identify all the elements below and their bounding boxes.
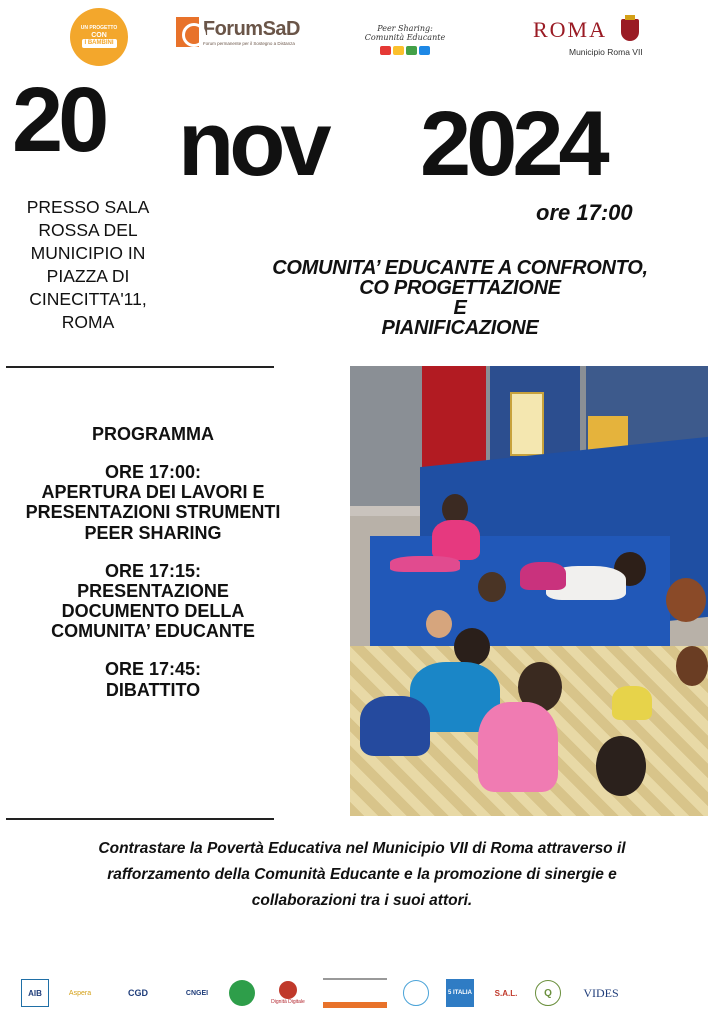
con-i-bambini-logo bbox=[70, 8, 128, 66]
event-time: ore 17:00 bbox=[536, 200, 633, 225]
sal-logo: S.A.L. bbox=[494, 988, 518, 998]
vides-logo: VIDES bbox=[583, 985, 619, 1000]
italia-logo: 5 ITALIA bbox=[440, 979, 480, 1007]
tagline-line2: rafforzamento della Comunità Educante e la promozione di sinergie e bbox=[107, 866, 617, 884]
divider bbox=[6, 818, 274, 820]
tagline-line1: Contrastare la Povertà Educativa nel Municipio VII di Roma attraverso il bbox=[98, 840, 626, 857]
slot-time: ORE 17:00: bbox=[104, 462, 202, 483]
q-logo: Q bbox=[532, 980, 564, 1006]
mission-statement bbox=[20, 836, 704, 914]
tagline-line3: collaborazioni tra i suoi attori. bbox=[251, 892, 473, 910]
programme-title: PROGRAMMA bbox=[92, 424, 214, 444]
partner-logos bbox=[18, 968, 724, 1018]
forumsad-logo bbox=[176, 14, 300, 50]
roma-crest-icon bbox=[621, 19, 639, 41]
slot-text: APERTURA DEI LAVORI E PRESENTAZIONI STRUMENTI PEER SHARING bbox=[25, 482, 281, 543]
peer-sharing-title: Peer Sharing: Comunità Educante bbox=[364, 24, 446, 42]
roma-logo bbox=[533, 12, 648, 62]
peer-sharing-logo bbox=[360, 14, 450, 66]
piccoli-logo bbox=[226, 980, 258, 1006]
headline-line4: PIANIFICAZIONE bbox=[381, 317, 539, 339]
cgd-logo: CGD bbox=[128, 988, 148, 998]
lego-bricks-icon bbox=[380, 46, 430, 55]
cngei-logo: CNGEI bbox=[185, 989, 209, 997]
aspera-logo: Aspera bbox=[68, 989, 92, 997]
headline-line2: CO PROGETTAZIONE bbox=[359, 277, 561, 299]
event-headline bbox=[200, 258, 720, 338]
headline-line3: E bbox=[453, 297, 467, 319]
children-activity-photo bbox=[350, 366, 708, 816]
programme-slot bbox=[22, 561, 284, 642]
programme-slot bbox=[22, 659, 284, 699]
con-i-bambini-line2: CON bbox=[91, 31, 107, 39]
headline-line1: COMUNITA’ EDUCANTE A CONFRONTO, bbox=[272, 257, 648, 279]
slot-time: ORE 17:15: bbox=[104, 560, 202, 581]
event-venue: PRESSO SALA ROSSA DEL MUNICIPIO IN PIAZZA DI CINECITTA'11, ROMA bbox=[26, 197, 150, 333]
roma-municipio: Municipio Roma VII bbox=[569, 47, 643, 57]
divider bbox=[6, 366, 274, 368]
dignita-digitale-logo bbox=[264, 981, 312, 1005]
forumsad-name: ForumSaD bbox=[202, 18, 300, 40]
event-day: 20 bbox=[12, 69, 105, 171]
programme-slot bbox=[22, 462, 284, 543]
slot-time: ORE 17:45: bbox=[104, 659, 202, 680]
parco-logo bbox=[398, 980, 434, 1006]
event-month: nov bbox=[178, 93, 327, 195]
aib-logo: AIB bbox=[18, 979, 52, 1007]
con-i-bambini-line3: I BAMBINI bbox=[82, 39, 117, 48]
forumsad-mark-icon bbox=[176, 17, 199, 47]
event-year: 2024 bbox=[420, 93, 605, 195]
forumsad-subtitle: Forum permanente per il Sostegno a Distanza bbox=[202, 41, 295, 46]
foundation-logo bbox=[318, 978, 392, 1008]
con-i-bambini-line1: UN PROGETTO bbox=[80, 25, 118, 32]
slot-text: PRESENTAZIONE DOCUMENTO DELLA COMUNITA’ EDUCANTE bbox=[51, 580, 255, 642]
slot-text: DIBATTITO bbox=[105, 679, 201, 700]
roma-name: ROMA bbox=[533, 17, 608, 42]
programme bbox=[22, 424, 284, 718]
dignita-digitale-label: Dignità Digitale bbox=[271, 999, 305, 1005]
